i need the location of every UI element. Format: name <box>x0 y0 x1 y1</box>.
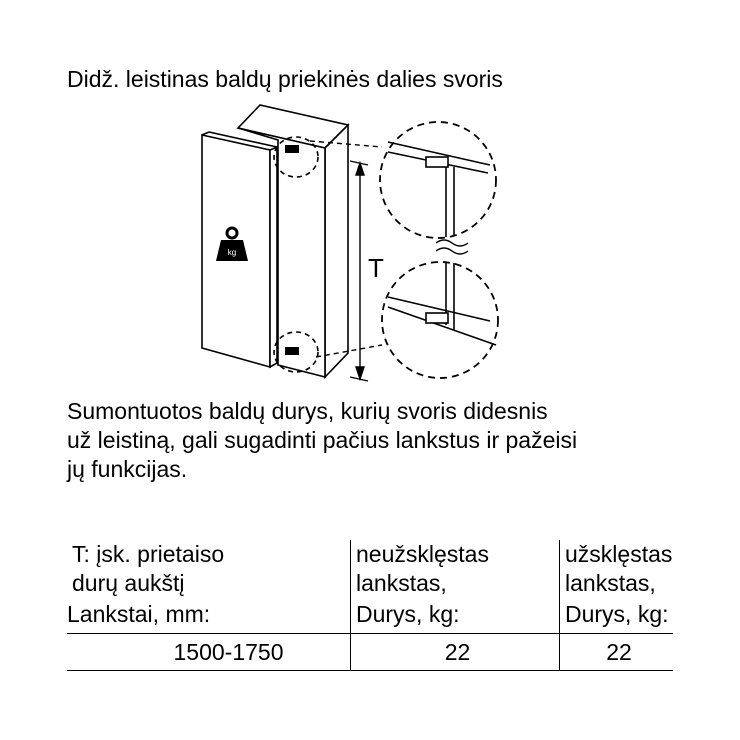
warning-line: jų funkcijas. <box>67 456 188 482</box>
warning-line: Sumontuotos baldų durys, kurių svoris didesnis <box>67 398 548 424</box>
unit-hinges-mm: Lankstai, mm: <box>67 601 211 627</box>
height-dimension <box>350 161 368 381</box>
header-line: lankstas, <box>565 570 656 596</box>
header-latched <box>560 540 674 600</box>
break-marks <box>436 240 468 254</box>
header-line: neužsklęstas <box>356 541 489 567</box>
table-units-row <box>67 600 673 634</box>
header-line: užsklęstas <box>565 541 673 567</box>
weight-icon-label: kg <box>227 248 237 257</box>
header-door-height <box>67 540 351 600</box>
detail-top <box>380 122 496 238</box>
cell-range: 1500-1750 <box>67 634 351 671</box>
table-row <box>67 634 673 671</box>
hinge-diagram <box>190 95 510 395</box>
table-header-row <box>67 540 673 600</box>
cell-latched-kg: 22 <box>560 634 674 671</box>
page-title: Didž. leistinas baldų priekinės dalies svoris <box>67 66 503 92</box>
header-line: T: įsk. prietaiso <box>72 541 225 567</box>
header-line: durų aukštį <box>72 570 185 596</box>
warning-text <box>67 397 577 484</box>
height-label: T <box>368 253 384 283</box>
cell-unlatched-kg: 22 <box>351 634 560 671</box>
hinge-load-table <box>67 540 673 671</box>
header-line: lankstas, <box>356 570 447 596</box>
unit-door-kg: Durys, kg: <box>351 600 560 634</box>
unit-door-kg: Durys, kg: <box>560 600 674 634</box>
warning-line: už leistiną, gali sugadinti pačius lankstus ir pažeisi <box>67 427 578 453</box>
header-unlatched <box>351 540 560 600</box>
detail-bottom <box>382 262 498 378</box>
